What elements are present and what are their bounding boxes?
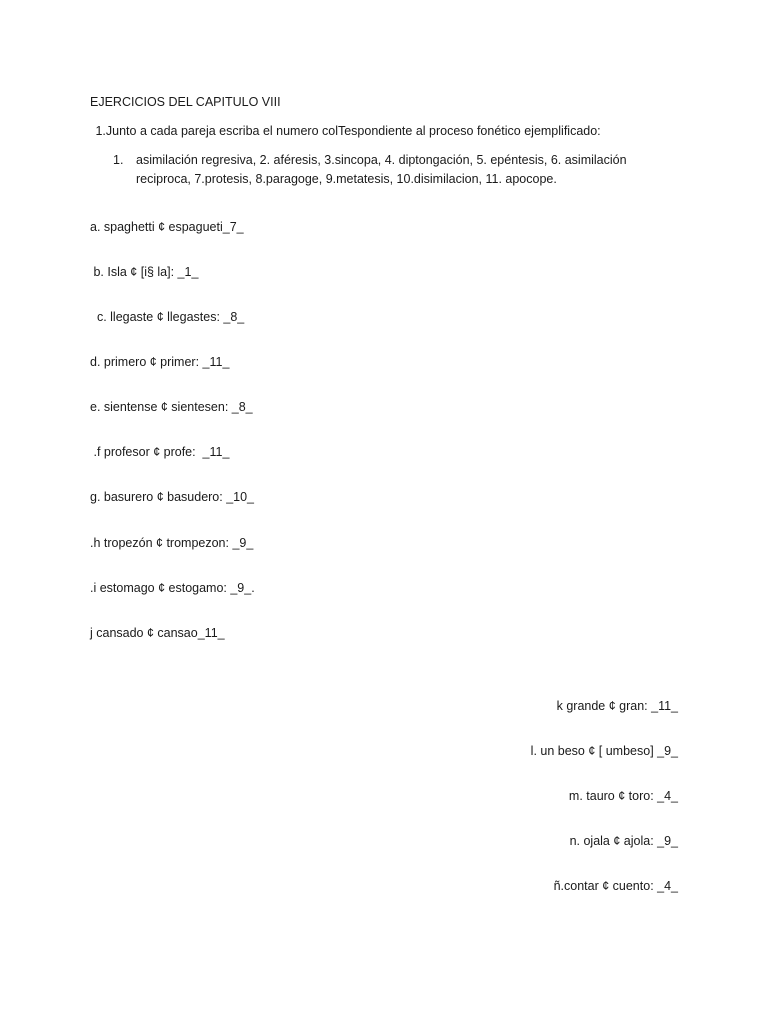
process-list bbox=[136, 151, 636, 189]
exercise-h: .h tropezón ¢ trompezon: _9_ bbox=[90, 536, 254, 550]
list-number: 1. bbox=[113, 153, 124, 167]
exercise-k: k grande ¢ gran: _11_ bbox=[556, 699, 678, 713]
process-list-line-2: reciproca, 7.protesis, 8.paragoge, 9.metatesis, 10.disimilacion, 11. apocope. bbox=[136, 172, 557, 186]
exercise-a: a. spaghetti ¢ espagueti_7_ bbox=[90, 220, 244, 234]
exercise-m: m. tauro ¢ toro: _4_ bbox=[568, 789, 678, 803]
exercise-e: e. sientense ¢ sientesen: _8_ bbox=[90, 400, 253, 414]
exercise-f: .f profesor ¢ profe: _11_ bbox=[90, 445, 230, 459]
document-title: EJERCICIOS DEL CAPITULO VIII bbox=[90, 95, 281, 109]
exercise-d: d. primero ¢ primer: _11_ bbox=[90, 355, 230, 369]
exercise-c: c. llegaste ¢ llegastes: _8_ bbox=[90, 310, 245, 324]
exercise-ntilde: ñ.contar ¢ cuento: _4_ bbox=[553, 879, 678, 893]
exercise-i: .i estomago ¢ estogamo: _9_. bbox=[90, 581, 255, 595]
exercise-b: b. Isla ¢ [i§ la]: _1_ bbox=[90, 265, 199, 279]
exercise-l: l. un beso ¢ [ umbeso] _9_ bbox=[530, 744, 678, 758]
instruction-text: 1.Junto a cada pareja escriba el numero colTespondiente al proceso fonético ejemplificado: bbox=[92, 124, 601, 138]
process-list-line-1: asimilación regresiva, 2. aféresis, 3.sincopa, 4. diptongación, 5. epéntesis, 6. asimilación bbox=[136, 153, 627, 167]
exercise-j: j cansado ¢ cansao_11_ bbox=[90, 626, 225, 640]
exercise-g: g. basurero ¢ basudero: _10_ bbox=[90, 490, 255, 504]
exercise-n: n. ojala ¢ ajola: _9_ bbox=[569, 834, 678, 848]
